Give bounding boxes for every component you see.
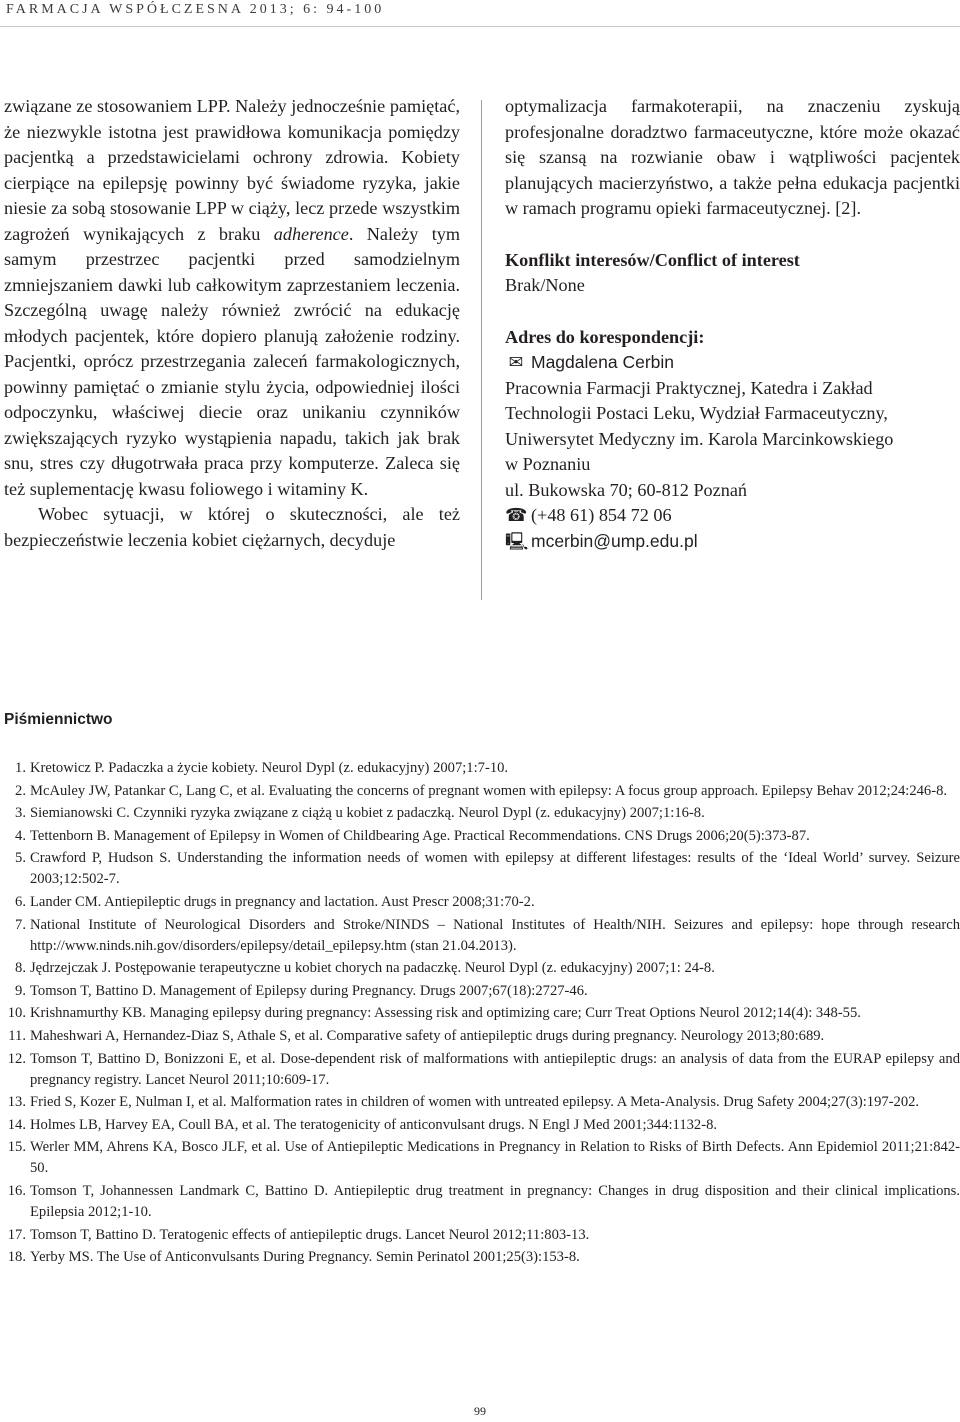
paragraph-1-text-b: . Należy tym samym przestrzec pacjentki przed samodzielnym zmniejszaniem dawki lub całkowitym zaprzestaniem leczenia. Szczególną uwagę należy również zwrócić na edukację młodych pacjentek, które dopiero planują założenie rodziny. Pacjentki, oprócz przestrzegania zaleceń farmakologicznych, powinny pamiętać o zmianie stylu życia, odpowiedniej ilości odpoczynku, właściwej diecie oraz unikaniu czynników zwiększających ryzyko wystąpienia napadu, takich jak brak snu, stres czy długotrwała praca przy komputerze. Zaleca się też suplementację kwasu foliowego i witaminy K.: [4, 223, 460, 499]
reference-number: 13.: [7, 1094, 26, 1111]
computer-icon: 🖳: [505, 530, 529, 551]
reference-text: Yerby MS. The Use of Anticonvulsants During Pregnancy. Semin Perinatol 2001;25(3):153-8.: [30, 1249, 580, 1266]
reference-item: [4, 826, 960, 847]
phone-line: [505, 503, 960, 529]
body-paragraph-1: [4, 94, 460, 502]
affiliation-line-1: Pracownia Farmacji Praktycznej, Katedra i Zakład: [505, 377, 873, 398]
reference-number: 12.: [7, 1050, 26, 1067]
references-heading: Piśmiennictwo: [4, 711, 113, 728]
reference-number: 17.: [7, 1226, 26, 1243]
references-list: [4, 758, 960, 1270]
reference-text: Kretowicz P. Padaczka a życie kobiety. Neurol Dypl (z. edukacyjny) 2007;1:7-10.: [30, 760, 509, 776]
reference-number: 9.: [15, 982, 26, 999]
reference-item: [4, 1225, 960, 1246]
reference-text: Crawford P, Hudson S. Understanding the information needs of women with epilepsy at different lifestages: results of the ‘Ideal World’ survey. Seizure 2003;12:502-7.: [30, 850, 960, 888]
reference-text: Krishnamurthy KB. Managing epilepsy during pregnancy: Assessing risk and optimizing care; Curr Treat Options Neurol 2012;14(4): 348-55.: [30, 1005, 861, 1022]
street-address: ul. Bukowska 70; 60-812 Poznań: [505, 479, 747, 500]
page-number: 99: [474, 1404, 486, 1418]
reference-item: [4, 1092, 960, 1113]
conflict-of-interest-heading: Konflikt interesów/Conflict of interest: [505, 249, 800, 270]
reference-item: [4, 1026, 960, 1047]
reference-item: [4, 892, 960, 913]
paragraph-1-text-a: związane ze stosowaniem LPP. Należy jednocześnie pamiętać, że niezwykle istotna jest prawidłowa komunikacja pomiędzy pacjentką a przedstawicielami ochrony zdrowia. Kobiety cierpiące na epilepsję powinny być świadome ryzyka, jakie niesie za sobą stosowanie LPP w ciąży, lecz przede wszystkim zagrożeń wynikających z braku: [4, 96, 460, 244]
email-line: [505, 529, 960, 555]
reference-item: [4, 1181, 960, 1223]
column-divider: [481, 100, 482, 600]
reference-number: 6.: [15, 893, 26, 910]
reference-text: Fried S, Kozer E, Nulman I, et al. Malformation rates in children of women with untreated epilepsy. A Meta-Analysis. Drug Safety 2004;27(3):197-202.: [30, 1094, 920, 1111]
author-name-line: [505, 350, 960, 376]
phone-icon: ☎: [505, 505, 528, 525]
reference-item: [4, 915, 960, 957]
reference-number: 16.: [7, 1182, 26, 1199]
affiliation-line-2: Technologii Postaci Leku, Wydział Farmaceutyczny,: [505, 403, 888, 423]
reference-number: 14.: [7, 1116, 26, 1133]
reference-number: 2.: [15, 782, 26, 799]
journal-running-head: FARMACJA WSPÓŁCZESNA 2013; 6: 94-100: [6, 2, 385, 17]
reference-text: Tomson T, Battino D. Teratogenic effects of antiepileptic drugs. Lancet Neurol 2012;11:803-13.: [30, 1226, 590, 1243]
reference-number: 7.: [15, 916, 26, 933]
reference-text: Tomson T, Battino D, Bonizzoni E, et al. Dose-dependent risk of malformations with antiepileptic drugs: an analysis of data from the EURAP epilepsy and pregnancy registry. Lancet Neurol 2011;10:609-17.: [30, 1050, 960, 1088]
reference-item: [4, 958, 960, 979]
reference-item: [4, 981, 960, 1002]
reference-item: [4, 758, 960, 779]
reference-number: 11.: [8, 1027, 26, 1044]
reference-number: 8.: [15, 960, 26, 977]
conflict-of-interest-value: Brak/None: [505, 275, 585, 295]
reference-item: [4, 781, 960, 802]
reference-item: [4, 1003, 960, 1024]
reference-text: National Institute of Neurological Disorders and Stroke/NINDS – National Institutes of Health/NIH. Seizures and epilepsy: hope through research http://www.ninds.nih.gov/disorders/epilepsy/detail_epilepsy.htm (stan 21.04.2013).: [30, 916, 960, 954]
reference-text: Werler MM, Ahrens KA, Bosco JLF, et al. Use of Antiepileptic Medications in Pregnancy in Relation to Risks of Birth Defects. Ann Epidemiol 2011;21:842-50.: [30, 1139, 960, 1177]
body-paragraph-3: optymalizacja farmakoterapii, na znaczeniu zyskują profesjonalne doradztwo farmaceutyczne, które może okazać się szansą na rozwianie obaw i wątpliwości pacjentek planujących macierzyństwo, a także pełna edukacja pacjentki w ramach programu opieki farmaceutycznej. [2].: [505, 96, 960, 218]
reference-text: Jędrzejczak J. Postępowanie terapeutyczne u kobiet chorych na padaczkę. Neurol Dypl (z. edukacyjny) 2007;1: 24-8.: [30, 960, 715, 977]
reference-text: Tettenborn B. Management of Epilepsy in Women of Childbearing Age. Practical Recommendations. CNS Drugs 2006;20(5):373-87.: [30, 827, 810, 844]
reference-number: 15.: [7, 1139, 26, 1156]
reference-text: Lander CM. Antiepileptic drugs in pregnancy and lactation. Aust Prescr 2008;31:70-2.: [30, 893, 535, 910]
reference-text: Maheshwari A, Hernandez-Diaz S, Athale S, et al. Comparative safety of antiepileptic drugs during pregnancy. Neurology 2013;80:689.: [30, 1027, 825, 1044]
affiliation-line-3: Uniwersytet Medyczny im. Karola Marcinkowskiego: [505, 428, 894, 449]
adherence-term: adherence: [273, 223, 349, 244]
reference-item: [4, 1049, 960, 1091]
envelope-icon: ✉: [508, 352, 524, 372]
author-name: Magdalena Cerbin: [531, 352, 675, 372]
affiliation-line-4: w Poznaniu: [505, 454, 591, 474]
reference-item: [4, 803, 960, 824]
reference-number: 3.: [15, 805, 26, 822]
phone-number: (+48 61) 854 72 06: [531, 505, 672, 525]
reference-number: 10.: [7, 1005, 26, 1022]
header-divider: [0, 26, 960, 27]
reference-text: Holmes LB, Harvey EA, Coull BA, et al. The teratogenicity of anticonvulsant drugs. N Engl J Med 2001;344:1132-8.: [30, 1116, 718, 1133]
reference-number: 1.: [15, 760, 26, 776]
right-text-column: [505, 94, 960, 554]
reference-text: Tomson T, Battino D. Management of Epilepsy during Pregnancy. Drugs 2007;67(18):2727-46.: [30, 982, 588, 999]
body-paragraph-2: Wobec sytuacji, w której o skuteczności, ale też bezpieczeństwie leczenia kobiet ciężarnych, decyduje: [4, 504, 460, 550]
reference-item: [4, 1247, 960, 1268]
reference-text: Tomson T, Johannessen Landmark C, Battino D. Antiepileptic drug treatment in pregnancy: Changes in drug disposition and their clinical implications. Epilepsia 2012;1-10.: [30, 1182, 960, 1220]
reference-text: Siemianowski C. Czynniki ryzyka związane z ciążą u kobiet z padaczką. Neurol Dypl (z. edukacyjny) 2007;1:16-8.: [30, 805, 705, 822]
reference-number: 5.: [15, 850, 26, 867]
reference-number: 4.: [15, 827, 26, 844]
email-address[interactable]: mcerbin@ump.edu.pl: [531, 530, 698, 551]
reference-item: [4, 1115, 960, 1136]
reference-text: McAuley JW, Patankar C, Lang C, et al. Evaluating the concerns of pregnant women with epilepsy: A focus group approach. Epilepsy Behav 2012;24:246-8.: [30, 782, 948, 799]
reference-item: [4, 1137, 960, 1179]
reference-number: 18.: [7, 1249, 26, 1266]
correspondence-heading: Adres do korespondencji:: [505, 326, 705, 347]
reference-item: [4, 848, 960, 890]
page-header: [0, 0, 960, 30]
left-text-column: [4, 94, 460, 553]
